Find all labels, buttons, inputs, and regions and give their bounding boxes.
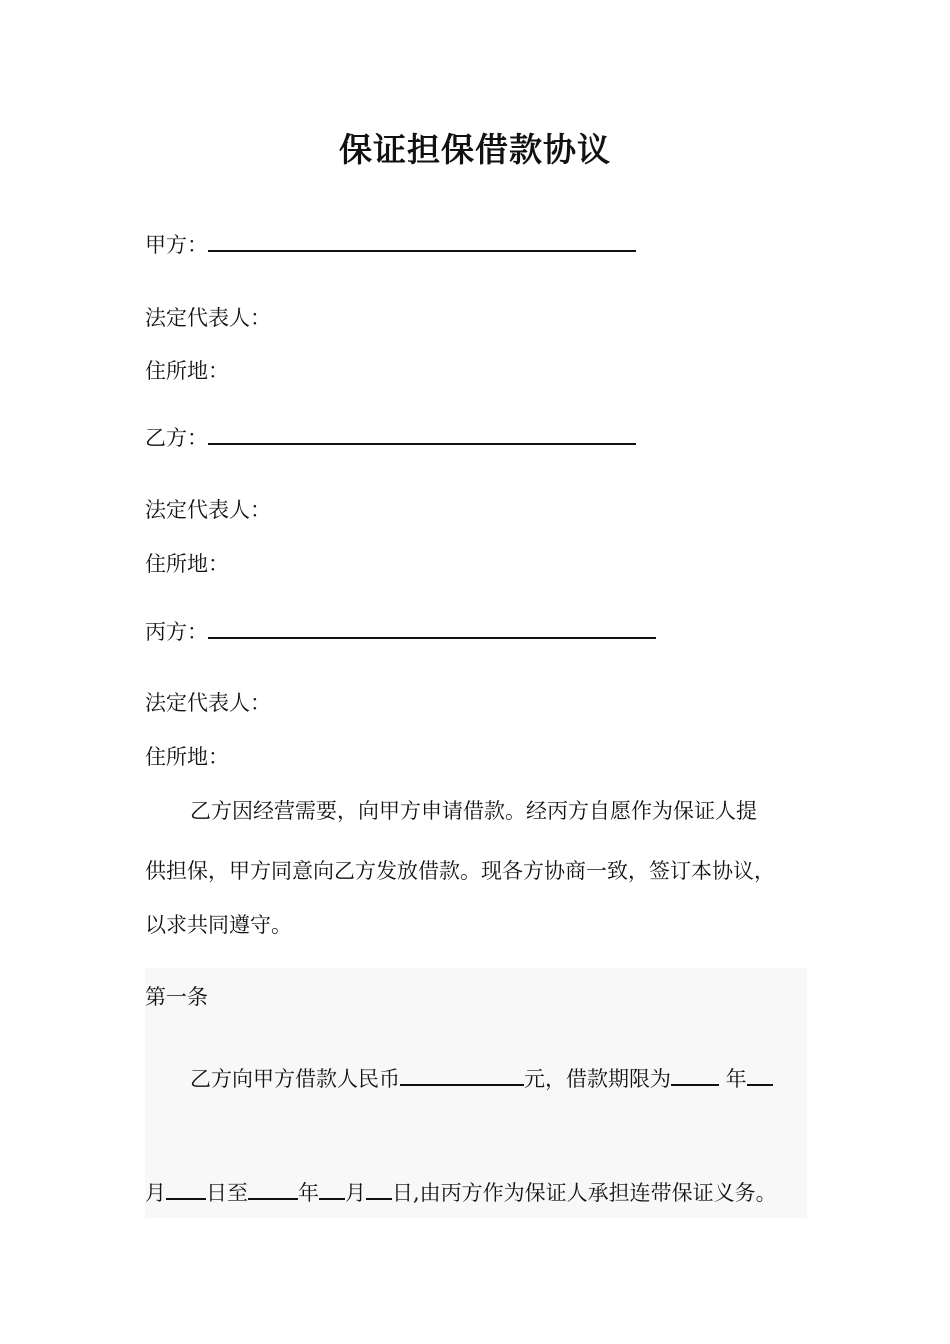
party-a-label: 甲方： [145,233,208,257]
party-a-line [145,230,636,260]
party-b-blank[interactable] [208,425,636,445]
party-b-label: 乙方： [145,426,208,450]
party-b-address: 住所地： [145,552,229,576]
party-b-rep: 法定代表人： [145,498,271,522]
article-1-text-e: 日至 [206,1181,248,1205]
end-year-blank[interactable] [248,1180,298,1200]
intro-line-2: 供担保，甲方同意向乙方发放借款。现各方协商一致，签订本协议， [145,859,775,883]
start-year-blank[interactable] [747,1066,773,1086]
end-day-blank[interactable] [366,1180,392,1200]
party-c-address: 住所地： [145,745,229,769]
article-1-text-h: 日,由丙方作为保证人承担连带保证义务。 [392,1181,777,1205]
party-b-line [145,423,636,453]
article-1-text-d: 月 [145,1181,166,1205]
article-1-text-b: 元，借款期限为 [524,1067,671,1091]
document-title: 保证担保借款协议 [339,130,611,169]
end-month-blank[interactable] [319,1180,345,1200]
article-1-line-1 [190,1064,773,1094]
intro-paragraph [145,796,807,946]
article-1-heading: 第一条 [145,985,208,1009]
article-1-text-a: 乙方向甲方借款人民币 [190,1067,400,1091]
party-c-label: 丙方： [145,620,208,644]
party-a-address: 住所地： [145,359,229,383]
intro-line-3: 以求共同遵守。 [145,913,292,937]
article-1-text-g: 月 [345,1181,366,1205]
intro-line-1: 乙方因经营需要，向甲方申请借款。经丙方自愿作为保证人提 [190,799,757,823]
party-a-blank[interactable] [208,232,636,252]
amount-blank[interactable] [400,1066,524,1086]
article-1-text-c: 年 [719,1067,747,1091]
article-1-line-2 [145,1178,777,1208]
start-month-blank[interactable] [166,1180,206,1200]
party-c-line [145,617,656,647]
party-c-blank[interactable] [208,619,656,639]
party-c-rep: 法定代表人： [145,691,271,715]
article-1-text-f: 年 [298,1181,319,1205]
term-years-blank[interactable] [671,1066,719,1086]
party-a-rep: 法定代表人： [145,306,271,330]
article-1-section [145,968,807,1218]
